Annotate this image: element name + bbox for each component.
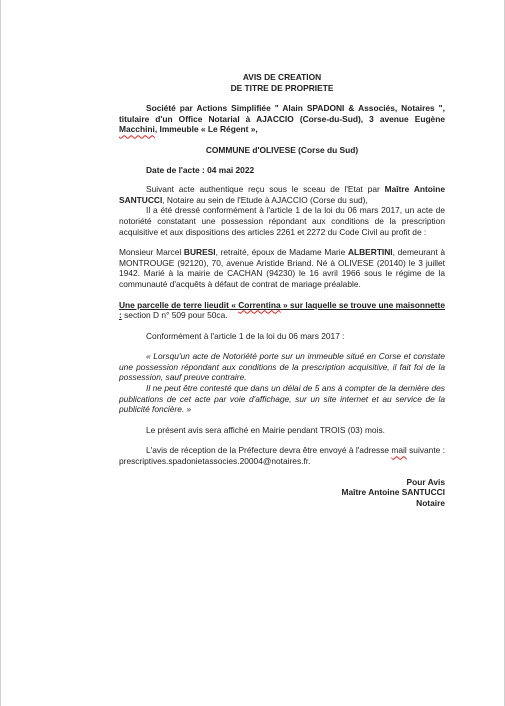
parcel-text: Une parcelle de terre lieudit « [119,299,239,310]
society-text: Société par Actions Simplifiée " Alain SPADONI & Associés, Notaires ", titulaire d'un Office Notarial à AJACCIO (Corse-du-Sud), 3 avenue Eugène [119,103,445,124]
accuse-text: L'avis de réception de la Préfecture devra être envoyé à l'adresse [146,445,392,456]
sign-pour-avis: Pour Avis [406,476,445,487]
title-line-1: AVIS DE CREATION [242,72,322,82]
society-paragraph [119,103,445,135]
commune-heading: COMMUNE d'OLIVESE (Corse du Sud) [205,144,359,155]
sign-notary-name: Maître Antoine SANTUCCI [341,487,445,498]
quote-paragraph-2: Il ne peut être contesté que dans un délai de 5 ans à compter de la dernière des publications de cet acte par voie d'affichage, sur un site internet et au service de la publicité foncière. » [119,383,445,415]
parcel-section: section D n° 509 pour 50ca. [121,310,228,321]
beneficiary-name: BURESI [183,247,216,258]
beneficiary-text: Monsieur Marcel [119,247,184,258]
beneficiary-text-2: , retraité, époux de Madame Marie [215,247,348,258]
notary-name: Maître Antoine SANTUCCI [119,184,445,205]
society-text-end: , Immeuble « Le Régent », [154,124,258,135]
parcel-text-2: » sur laquelle se trouve une maisonnette : [119,299,446,321]
acte-paragraph [119,184,445,205]
beneficiary-paragraph [119,247,445,289]
acte-text: Suivant acte authentique reçu sous le sceau de l'Etat par [146,184,385,195]
quote-paragraph-1: « Lorsqu'un acte de Notoriété porte sur un immeuble situé en Corse et constate une possession répondant aux conditions de la prescription acquisitive, il fait foi de la possession, sauf preuve contraire. [119,351,445,383]
parcel-paragraph [119,300,445,321]
title-line-2: DE TITRE DE PROPRIETE [230,82,334,93]
notoriete-paragraph: Il a été dressé conformément à l'article 1 de la loi du 06 mars 2017, un acte de notoriété constatant une possession répondant aux conditions de la prescription acquisitive et aux dispositions des articles 2261 et 2272 du Code Civil au profit de : [119,205,445,237]
beneficiary-text-3: , demeurant à MONTROUGE (92120), 70, avenue Aristide Briand. Né à OLIVESE (20140) le 3 juillet 1942. Marié à la mairie de CACHAN (94230) le 16 avril 1966 sous le régime de la communauté d'acquêts à défaut de contrat de mariage préalable. [119,247,445,289]
mail-word: mail [391,445,407,456]
conform-line: Conformément à l'article 1 de la loi du 06 mars 2017 : [146,330,345,341]
accuse-paragraph [119,445,445,466]
spouse-name: ALBERTINI [347,247,393,258]
date-acte: Date de l'acte : 04 mai 2022 [146,164,255,175]
accuse-text-2: suivante : prescriptives.spadonietassocies.20004@notaires.fr. [119,445,445,467]
lieudit-word: Correntina [238,299,281,310]
acte-text-end: , Notaire au sein de l'Etude à AJACCIO (Corse du sud), [162,194,368,205]
spellcheck-word: Macchini [119,124,155,135]
affichage-line: Le présent avis sera affiché en Mairie pendant TROIS (03) mois. [146,424,385,435]
document-body [119,72,445,508]
sign-notaire: Notaire [416,497,445,508]
